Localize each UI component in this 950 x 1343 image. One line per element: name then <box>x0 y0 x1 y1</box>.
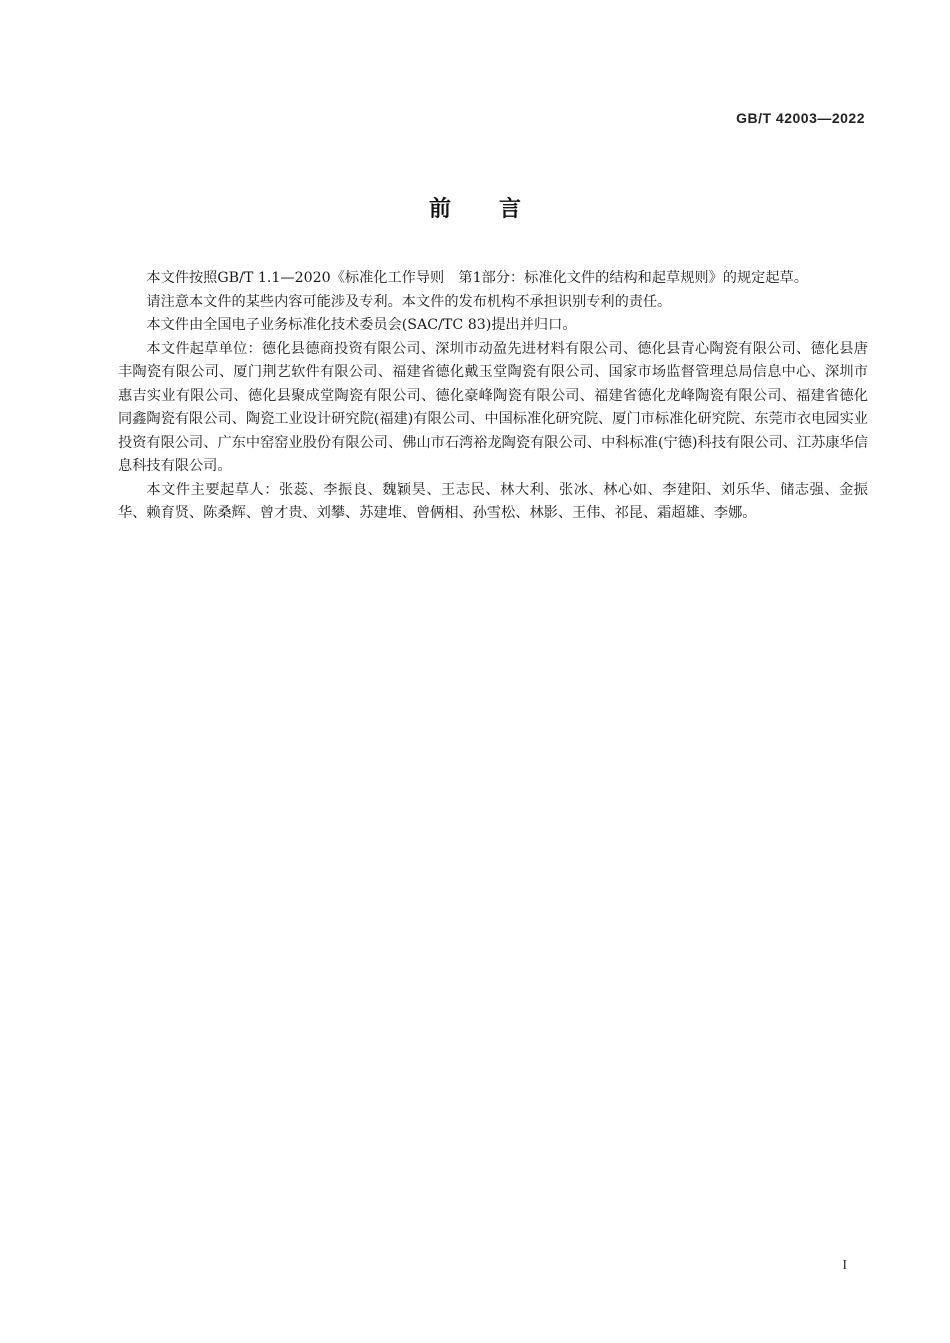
paragraph-committee: 本文件由全国电子业务标准化技术委员会(SAC/TC 83)提出并归口。 <box>146 317 577 333</box>
standard-code: GB/T 42003—2022 <box>736 110 865 126</box>
paragraph-drafters: 本文件主要起草人：张蕊、李振良、魏颖昊、王志民、林大利、张冰、林心如、李建阳、刘乐华、储志强、金振华、赖育贤、陈桑辉、曾才贵、刘攀、苏建堆、曾俩相、孙雪松、林影、王伟、祁昆、霜超雄、李娜。 <box>118 481 868 521</box>
page-number: I <box>842 1258 847 1273</box>
paragraph-patent-notice: 请注意本文件的某些内容可能涉及专利。本文件的发布机构不承担识别专利的责任。 <box>146 293 672 310</box>
page-title: 前言 <box>428 197 569 222</box>
paragraph-drafting-rules: 本文件按照GB/T 1.1—2020《标准化工作导则 第1部分：标准化文件的结构和起草规则》的规定起草。 <box>146 270 808 286</box>
paragraph-drafting-units: 本文件起草单位：德化县德商投资有限公司、深圳市动盈先进材料有限公司、德化县青心陶瓷有限公司、德化县唐丰陶瓷有限公司、厦门荆艺软件有限公司、福建省德化戴玉堂陶瓷有限公司、国家市场监督管理总局信息中心、深圳市惠吉实业有限公司、德化县聚成堂陶瓷有限公司、德化豪峰陶瓷有限公司、福建省德化龙峰陶瓷有限公司、福建省德化同鑫陶瓷有限公司、陶瓷工业设计研究院(福建)有限公司、中国标准化研究院、厦门市标准化研究院、东莞市衣电园实业投资有限公司、广东中窑窑业股份有限公司、佛山市石湾裕龙陶瓷有限公司、中科标准(宁德)科技有限公司、江苏康华信息科技有限公司。 <box>118 340 868 474</box>
preface-body <box>118 267 868 526</box>
